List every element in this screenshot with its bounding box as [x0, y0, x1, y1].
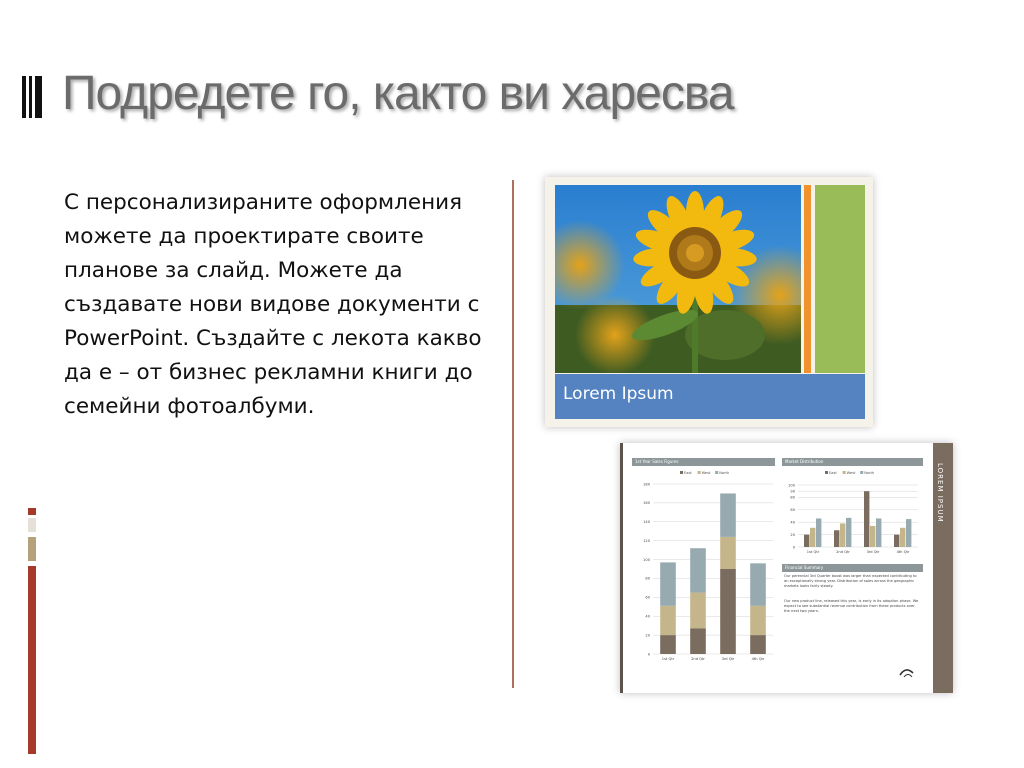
- chart1-header: 1st Year Sales Figures: [632, 458, 775, 466]
- bar-segment: [750, 635, 766, 654]
- bar-segment: [720, 493, 736, 536]
- y-tick-label: 100: [643, 557, 650, 562]
- legend-label: North: [864, 471, 875, 475]
- legend-swatch: [825, 471, 828, 474]
- report-side-band: [933, 443, 953, 693]
- y-tick-label: 20: [790, 532, 795, 537]
- legend-swatch: [698, 471, 701, 474]
- y-tick-label: 0: [647, 652, 650, 657]
- bar: [834, 530, 839, 547]
- x-tick-label: 2nd Qtr: [836, 550, 850, 554]
- y-tick-label: 120: [643, 538, 650, 543]
- y-tick-label: 180: [643, 482, 650, 487]
- y-tick-label: 40: [645, 614, 650, 619]
- y-tick-label: 80: [790, 495, 795, 500]
- x-tick-label: 3rd Qtr: [721, 657, 735, 661]
- thumbnail-banner: [555, 374, 865, 419]
- legend-label: East: [829, 471, 837, 475]
- bar: [840, 523, 845, 547]
- bar: [870, 526, 875, 547]
- legend-swatch: [715, 471, 718, 474]
- vertical-divider: [512, 180, 514, 688]
- bar: [900, 528, 905, 547]
- clustered-bar-chart: [788, 471, 918, 554]
- y-tick-label: 20: [645, 633, 650, 638]
- y-tick-label: 0: [792, 545, 795, 550]
- bar: [906, 519, 911, 547]
- bar-segment: [660, 562, 676, 605]
- bar: [894, 535, 899, 547]
- bar-segment: [750, 606, 766, 635]
- bar-segment: [690, 593, 706, 629]
- orange-accent-bar: [804, 185, 811, 373]
- green-accent-bar: [815, 185, 865, 373]
- bar-segment: [720, 569, 736, 654]
- legend-swatch: [860, 471, 863, 474]
- y-tick-label: 100: [788, 483, 795, 488]
- summary-header: Financial Summary: [782, 564, 923, 572]
- x-tick-label: 4th Qtr: [896, 550, 910, 554]
- bar: [846, 518, 851, 547]
- y-tick-label: 80: [645, 576, 650, 581]
- y-tick-label: 160: [643, 501, 650, 506]
- summary-paragraph-2: Our new product line, released this year, is early in its adoption phase. We expect to see substantial revenue contribution from these products over the next two years.: [784, 599, 919, 613]
- bar: [816, 518, 821, 547]
- legend-label: East: [684, 471, 692, 475]
- x-tick-label: 3rd Qtr: [866, 550, 880, 554]
- y-tick-label: 60: [645, 595, 650, 600]
- y-tick-label: 140: [643, 520, 650, 525]
- title-decoration: [22, 76, 42, 118]
- slide-thumbnail-photo: [545, 177, 873, 427]
- summary-paragraph-1: Our perennial 3rd Quarter boost was larger than expected contributing to an exceptionally strong year. Distribution of sales across the geographic markets looks fairly steady.: [784, 574, 917, 588]
- y-tick-label: 60: [790, 508, 795, 513]
- x-tick-label: 1st Qtr: [806, 550, 820, 554]
- slide-body-text: С персонализираните оформления можете да проектирате своите планове за слайд. Можете да създавате нови видове документи с PowerPoint. Създайте с лекота какво да е – от бизнес рекламни книги до семейни фотоалбуми.: [64, 190, 482, 419]
- bar-segment: [750, 563, 766, 606]
- legend-label: North: [719, 471, 730, 475]
- legend-label: West: [846, 471, 856, 475]
- x-tick-label: 4th Qtr: [751, 657, 765, 661]
- stacked-bar-chart: [643, 471, 773, 661]
- bar: [864, 491, 869, 547]
- bar-segment: [720, 537, 736, 569]
- bar-segment: [690, 629, 706, 655]
- slide-title: Подредете го, както ви харесва: [62, 67, 734, 120]
- bar-segment: [660, 635, 676, 654]
- chart2-header: Market Distribution: [782, 458, 923, 466]
- report-charts: [620, 443, 933, 693]
- sunflower-photo: [555, 185, 801, 373]
- bar: [804, 535, 809, 547]
- company-logo: [900, 670, 913, 677]
- bar-segment: [660, 606, 676, 635]
- bar: [810, 528, 815, 547]
- banner-text: Lorem Ipsum: [563, 384, 674, 404]
- side-label: LOREM IPSUM: [936, 463, 944, 523]
- x-tick-label: 2nd Qtr: [691, 657, 705, 661]
- slide-thumbnail-report: [620, 443, 953, 693]
- bar: [876, 518, 881, 547]
- y-tick-label: 90: [790, 489, 795, 494]
- bar-segment: [690, 548, 706, 592]
- legend-swatch: [680, 471, 683, 474]
- y-tick-label: 40: [790, 520, 795, 525]
- legend-label: West: [701, 471, 711, 475]
- x-tick-label: 1st Qtr: [661, 657, 675, 661]
- legend-swatch: [843, 471, 846, 474]
